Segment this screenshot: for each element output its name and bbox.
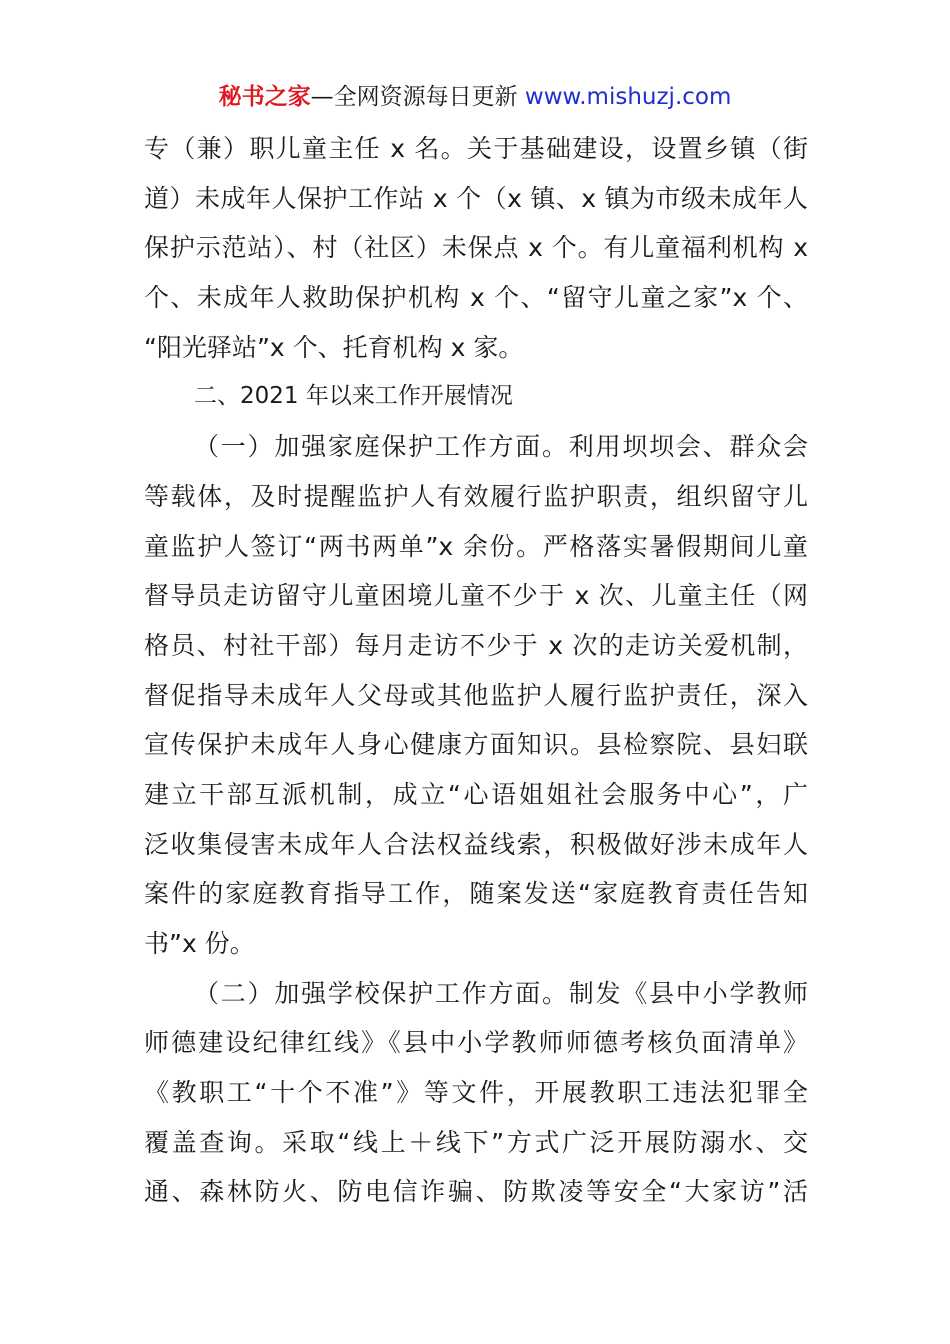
text-line: 泛收集侵害未成年人合法权益线索，积极做好涉未成年人: [144, 829, 808, 859]
text-line: 个、未成年人救助保护机构 x 个、“留守儿童之家”x 个、: [144, 283, 808, 313]
text-line: 专（兼）职儿童主任 x 名。关于基础建设，设置乡镇（街: [144, 134, 808, 163]
text-line: 道）未成年人保护工作站 x 个（x 镇、x 镇为市级未成年人: [144, 183, 808, 213]
text-line: 通、森林防火、防电信诈骗、防欺凌等安全“大家访”活: [144, 1177, 808, 1207]
text-line: 督导员走访留守儿童困境儿童不少于 x 次、儿童主任（网: [144, 581, 808, 611]
header-tagline: —全网资源每日更新: [310, 84, 518, 110]
document-body: [144, 124, 808, 1217]
text-line: 保护示范站）、村（社区）未保点 x 个。有儿童福利机构 x: [144, 233, 808, 263]
text-line: 覆盖查询。采取“线上＋线下”方式广泛开展防溺水、交: [144, 1127, 808, 1157]
text-line: 督促指导未成年人父母或其他监护人履行监护责任，深入: [144, 680, 808, 710]
text-line: 等载体，及时提醒监护人有效履行监护职责，组织留守儿: [144, 481, 808, 511]
text-line: 建立干部互派机制，成立“心语姐姐社会服务中心”，广: [144, 779, 808, 809]
site-url[interactable]: www.mishuzj.com: [524, 84, 732, 110]
text-line: 书”x 份。: [144, 929, 255, 958]
text-line: 案件的家庭教育指导工作，随案发送“家庭教育责任告知: [144, 879, 808, 909]
paragraph-first-line: （二）加强学校保护工作方面。制发《县中小学教师: [194, 978, 808, 1008]
brand-name: 秘书之家: [218, 84, 311, 110]
text-line: 宣传保护未成年人身心健康方面知识。县检察院、县妇联: [144, 730, 808, 760]
text-line: 师德建设纪律红线》《县中小学教师师德考核负面清单》: [144, 1028, 808, 1058]
text-line: “阳光驿站”x 个、托育机构 x 家。: [144, 332, 524, 362]
site-header: [0, 80, 950, 114]
text-line: 童监护人签订“两书两单”x 余份。严格落实暑假期间儿童: [144, 531, 808, 561]
text-line: 《教职工“十个不准”》等文件，开展教职工违法犯罪全: [144, 1078, 808, 1108]
section-heading: 二、2021 年以来工作开展情况: [194, 383, 513, 410]
paragraph-first-line: （一）加强家庭保护工作方面。利用坝坝会、群众会: [194, 432, 808, 462]
text-line: 格员、村社干部）每月走访不少于 x 次的走访关爱机制，: [144, 630, 808, 660]
